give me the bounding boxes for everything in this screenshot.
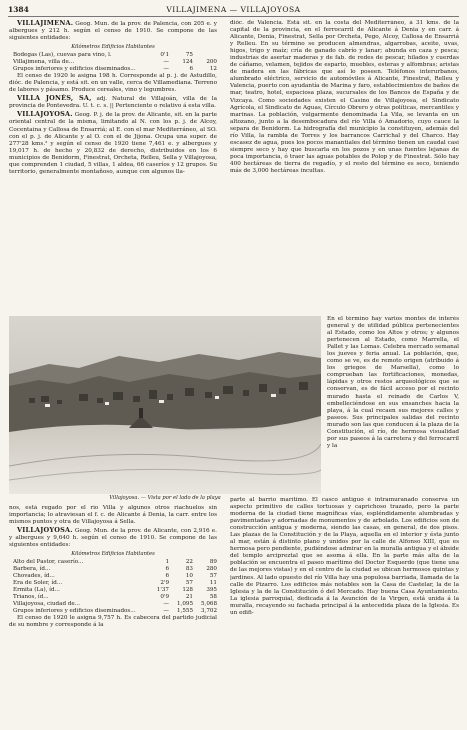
villajimena-table xyxy=(9,52,217,73)
entry-villajoyosa-municipio xyxy=(9,527,217,549)
headword-villajones: VILLA JONÉS, SA, xyxy=(17,94,92,103)
villajoyosa-table xyxy=(9,559,217,615)
row-km: — xyxy=(163,608,169,615)
right-top-text: dióc. de Valencia. Está sit. en la costa del Mediterráneo, á 31 kms. de la capital de la provincia, en el ferrocarril de Alicante á Denia y en carr. á Alicante, Denia, Finestrat, Sella por Orcheta, Pego, Alcoy, Callosa de Ensarriá y Relleu. En su término se producen almendras, algarrobas, aceite, uvas, higos, trigo y maíz; cría de ganado cabrío y lanar; abunda en caza y pesca; industrias de asertar maderas y de fab. de redes de pescar, hilados y cuerdas de cáñamo, velamen, tejidos de esparto, muebles, esteras y alfombras; aristas de madera en las fábricas que así lo poseen. Teléfonos interurbanos, alumbrado eléctrico, servicio de automóviles á Alicante, Finestrat, Relleu y Valencia, puerto con ayudantía de Marina y faro, establecimientos de baños de mar, teatro, hotel, espaciosa plaza, sucursales de los Bancos de España y de Vizcaya. Como sociedades existen el Casino de Villajoyosa, el Sindicato Agrícola, el Sindicato de Aguas, Círculo Obrero y otras políticas, mercantiles y marinas. La población, vulgarmente denominada La Vila, se levanta en un altozano, junto a la desembocadura del río Villa ó Amadorio, cuyo cauce la separa de Benidorm. La hidrografía del municipio la constituyen, además del río Villa, la rambla de Torres y los barrancos Carrichal y del Charco. Hay escasez de agua, pues los pocos manantiales del término tienen un caudal casi siempre seco y hay que buscarla en los pozos y en unas fuentes lejanas de poca importancia, ó traer las aguas potables de Polop y de Finestrat. Sólo hay 400 hectáreas de tierra de regadío, y el resto del término es seco, teniendo más de 3,000 hectáreas incultas. xyxy=(230,20,459,174)
row-hab xyxy=(193,52,217,59)
row-hab: 57 xyxy=(209,573,217,580)
row-name: Alto del Pastor, caserío... xyxy=(13,559,84,566)
villajoyosa-photo xyxy=(9,316,321,494)
row-name: Grupos inferiores y edificios diseminados... xyxy=(13,66,136,73)
row-ed: 21 xyxy=(185,594,193,601)
row-hab: 280 xyxy=(206,566,217,573)
row-hab: 395 xyxy=(206,587,217,594)
left-column-top xyxy=(9,20,217,315)
entry-villajimena xyxy=(9,20,217,42)
row-ed: 128 xyxy=(182,587,193,594)
table-row xyxy=(9,608,217,615)
photo-illustration xyxy=(9,316,321,494)
row-km: 6 xyxy=(165,573,169,580)
table-row xyxy=(9,52,217,59)
villajimena-census-text: El censo de 1920 le asigna 198 h. Corresponde al p. j. de Astudillo, dióc. de Palencia, y está sit. en un valle, cerca de Villamediana. Terreno de labores y pásamo. Produce cereales, vino y legumbres. xyxy=(9,73,217,94)
row-km: 1 xyxy=(165,559,169,566)
right-bottom-text: parte al barrio marítimo. El casco antiguo é intramuranado conserva un aspecto primitivo de calles tortuosas y caprichoso trazado, pero la parte moderna de la ciudad tiene magníficas vías, espléndidamente alumbradas y pavimentadas y adornadas de monumentos y de arbolado. Los edificios son de construcción antigua y moderna, siendo las casas, en general, de dos pisos. Las plazas de la Constitución y de la Playa, aquella en el interior y ésta junto al mar, están á distinto plano y unidos por la calle de Alfonso XIII, que es hermosa pero pendiente, pudiéndose admirar en la muralla antigua y el ábside del templo arcipreztal que se asoma á ella. En la parte más alta de la población se encuentra el paseo marítimo del Doctor Esquerdo (que tiene una de las mejores vistas) y en el centro de la ciudad se ubican hermosos quintas y jardines. Al lado opuesto del río Villa hay una populosa barriada, llamada de la calle de Pizarro. Los edificios más notables son la Casa de Castelar, la de la Iglesia y la de la Constitución ó del Mercado. Hay buena Casa Ayuntamiento. La iglesia parroquial, dedicada á la Asunción de la Virgen, está unida á la muralla, recayendo su fachada principal á la antecedida plaza de la Iglesia. Es un edifi- xyxy=(230,497,459,616)
entry-villajoyosa-municipio-text: Geog. Mun. de la prov. de Alicante, con 2,916 e. y albergues y 9,640 h. según el censo de 1910. Se compone de las siguientes entidades: xyxy=(9,528,217,549)
right-column-bottom xyxy=(230,497,459,723)
right-column-top xyxy=(230,20,459,315)
photo-caption: Villajoyosa. — Vista por el lado de la playa xyxy=(109,495,221,501)
page-number: 1384 xyxy=(8,5,29,14)
row-hab: 58 xyxy=(209,594,217,601)
row-name: Grupos inferiores y edificios diseminados... xyxy=(13,608,136,615)
headword-villajoyosa: VILLAJOYOSA. xyxy=(17,110,73,119)
table-row xyxy=(9,59,217,66)
row-hab: 3,702 xyxy=(200,608,217,615)
villajoyosa-census-text: El censo de 1920 le asigna 9,757 h. Es cabecera del partido judicial de su nombre y corresponde á la xyxy=(9,615,217,629)
table-row xyxy=(9,66,217,73)
right-column-middle xyxy=(327,316,459,498)
row-hab: 11 xyxy=(209,580,217,587)
row-ed: 124 xyxy=(182,59,193,66)
row-hab: 89 xyxy=(209,559,217,566)
row-ed: 6 xyxy=(189,66,193,73)
entry-villajimena-text: Geog. Mun. de la prov. de Palencia, con 205 e. y albergues y 212 h. según el censo de 1910. Se compone de las siguientes entidades: xyxy=(9,21,217,42)
row-ed: 1,095 xyxy=(176,601,193,608)
running-title: VILLAJIMENA — VILLAJOYOSA xyxy=(166,5,301,14)
header-rule xyxy=(8,16,459,17)
table-row xyxy=(9,594,217,601)
row-ed: 22 xyxy=(185,559,193,566)
row-hab: 200 xyxy=(206,59,217,66)
row-name: Chovades, íd... xyxy=(13,573,55,580)
row-hab: 5,068 xyxy=(200,601,217,608)
row-km: 0'9 xyxy=(160,594,169,601)
row-name: Trianos, íd... xyxy=(13,594,49,601)
row-name: Ermita (La), íd... xyxy=(13,587,60,594)
table-row xyxy=(9,601,217,608)
row-name: Villajoyosa, ciudad de... xyxy=(13,601,81,608)
row-hab: 12 xyxy=(209,66,217,73)
row-km: — xyxy=(163,601,169,608)
row-km: 6 xyxy=(165,566,169,573)
row-name: Era de Soler, íd... xyxy=(13,580,63,587)
headword-villajoyosa-municipio: VILLAJOYOSA. xyxy=(17,526,73,535)
right-mid-text: En el término hay varios montes de interés general y de utilidad pública pertenecientes al Estado, como los Altos y otros; y algunos pertenecen al Estado, como Marrella, el Pallet y las Lomas. Celebra mercado semanal los jueves y feria anual. La población, que, como se ve, es de remoto origen (atribuido á los griegos de Marsella), como lo comprueban las fortificaciones, monedas, lápidas y otros restos arqueológicos que se conservan, es de fácil acceso por el recinto murado hasta el reinado de Carlos V, embelleciéndose en sus ensanches hacia la playa, á la cual recaen sus mejores calles y paseos. Sus principales salidas del recinto murado son las que conducen á la plaza de la Constitución, el río, de hermosa visualidad por sus paseos á la carretera y del ferrocarril y la xyxy=(327,316,459,449)
entry-villajones-text: adj. Natural de Villajoán, villa de la provincia de Pontevedra. U. t. c. s. || Pertenciente o relativo á esta villa. xyxy=(9,96,217,110)
headword-villajimena: VILLAJIMENA. xyxy=(17,20,74,27)
row-km: 2'9 xyxy=(160,580,169,587)
entry-villajones xyxy=(9,95,217,110)
table1-title: Kilómetros Edificios Habitantes xyxy=(71,44,155,51)
left-bottom-text: nos, está regado por el río Villa y algunos otros riachuelos sin importancia; lo atraviesan el f. c. de Alicante á Denia, la carr. entre los mismos puntos y otra de Villajoyosa á Sella. xyxy=(9,505,217,526)
row-km: 1'37 xyxy=(156,587,169,594)
row-km: 0'1 xyxy=(160,52,169,59)
page-header xyxy=(0,5,467,18)
left-column-bottom xyxy=(9,505,217,723)
row-ed: 1,555 xyxy=(176,608,193,615)
row-name: Bodegas (Las), cuevas para vino, l. xyxy=(13,52,112,59)
row-ed: 10 xyxy=(185,573,193,580)
row-name: Villajimena, villa de... xyxy=(13,59,75,66)
entry-villajoyosa-text: Geog. P. j. de la prov. de Alicante, sit. en la parte oriental central de la misma, limitando al N. con los p. j. de Alcoy, Cocentaina y Callosa de Ensarriá; al E. con el mar Mediterráneo, al SO. con el p. j. de Alicante y al O. con el de Jijona. Ocupa una super. de 277'28 kms.² y según el censo de 1920 tiene 7,461 e. y albergues y 19,017 h. de hecho y 20,832 de derecho, distribuidos en los 6 municipios de Benidorm, Finestrat, Orcheta, Relleu, Sella y Villajoyosa, que comprenden 1 ciudad, 5 villas, 1 aldea, 66 caseríos y 12 grupos. Su territorio, generalmente montañoso, aunque con algunos lla- xyxy=(9,112,217,175)
row-name: Barbera, íd... xyxy=(13,566,51,573)
table2-title: Kilómetros Edificios Habitantes xyxy=(71,551,155,558)
row-ed: 83 xyxy=(185,566,193,573)
entry-villajoyosa-partido xyxy=(9,111,217,175)
row-km: — xyxy=(163,59,169,66)
row-ed: 75 xyxy=(185,52,193,59)
row-ed: 57 xyxy=(185,580,193,587)
row-km: — xyxy=(163,66,169,73)
